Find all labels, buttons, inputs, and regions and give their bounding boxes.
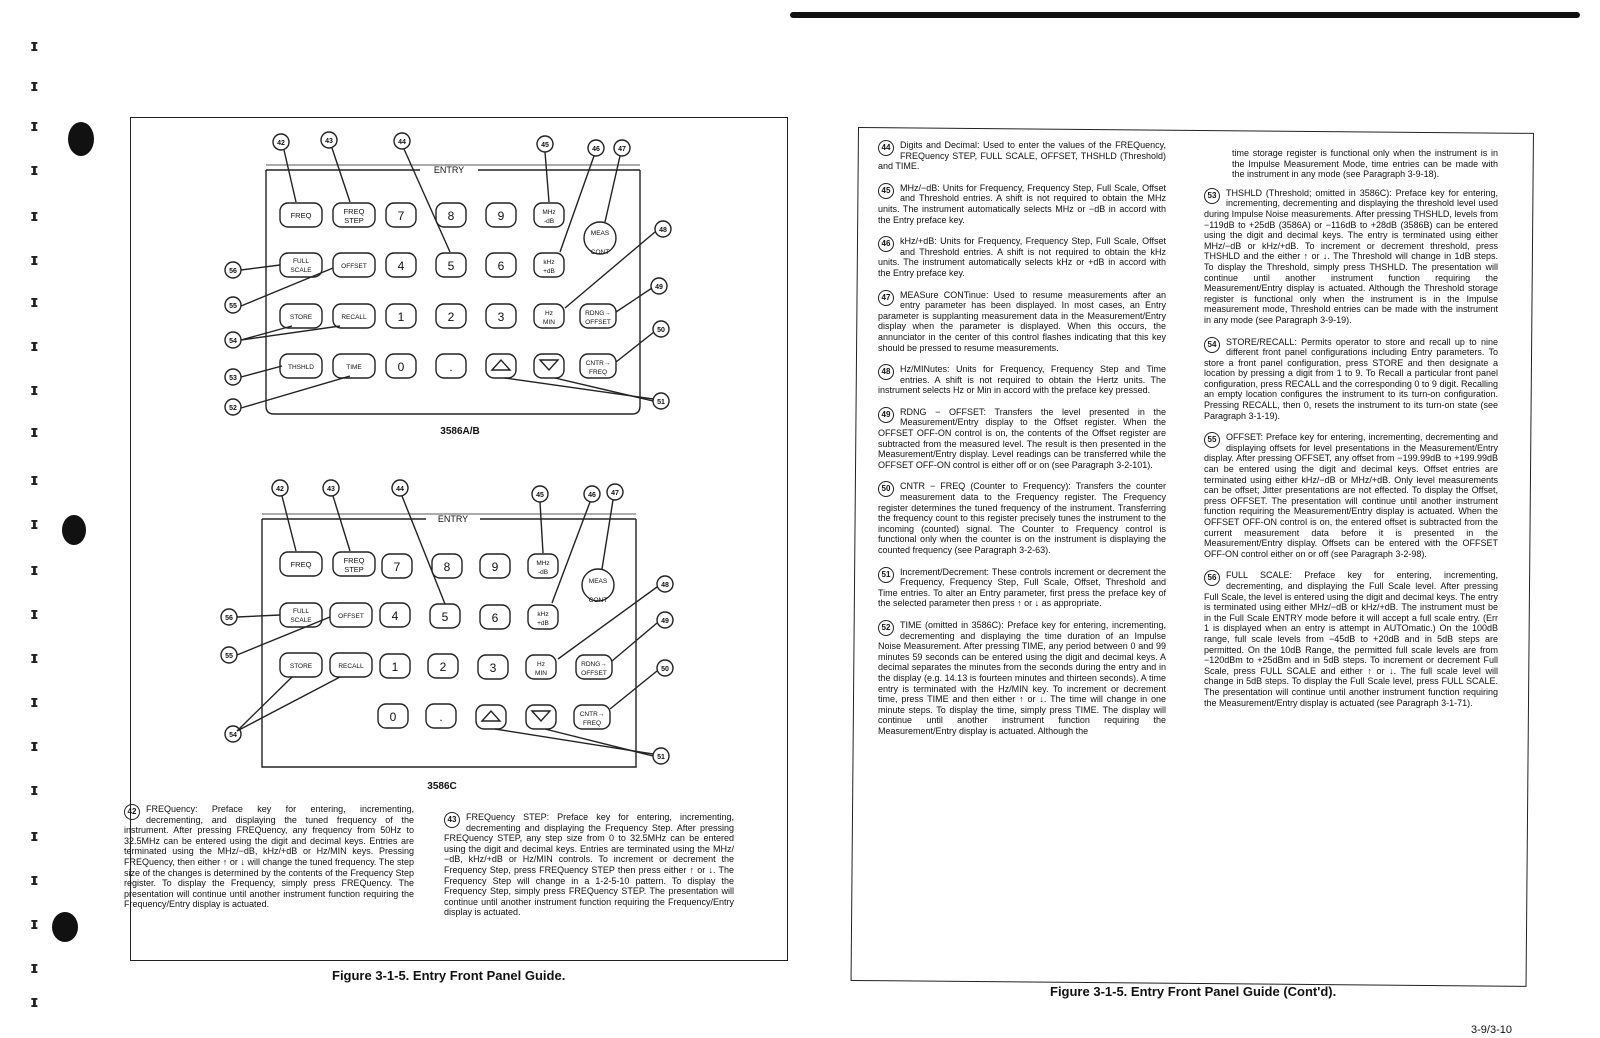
callout-number: 53	[1204, 188, 1220, 204]
description-text: FULL SCALE: Preface key for entering, incrementing, decrementing, and displaying the Full Scale level. After pressing Full Scale, the level is entered using the digit and decimal keys. The entry is terminated using either MHz/−dB or kHz/+dB. The instrument must be in the Full Scale ENTRY mode before it will accept a full scale entry. (Err 1 is displayed when an entry is attempt in AUTOmatic.) On the 100dB range, full scale levels from −45dB to +20dB and in 5dB steps are permitted. On the 10dB Range, the permitted full scale levels are from −120dBm to +25dBm and in 5dB steps. To increment or decrement Full Scale, press FULL SCALE and either ↑ or ↓. The full scale level will change in 5dB steps. To display the Full Scale level, press FULL SCALE. The presentation will continue until another instrument function requiring the Measurement/Entry display is actuated (see Paragraph 3-1-71).	[1204, 570, 1498, 708]
callout-number: 55	[1204, 432, 1220, 448]
description-56	[1204, 570, 1498, 708]
svg-text:44: 44	[398, 139, 406, 146]
binder-hole-middle	[62, 515, 86, 545]
description-text: TIME (omitted in 3586C): Preface key for entering, incrementing, decrementing and displaying the time duration of an Impulse Noise Measurement. After pressing TIME, any period between 0 and 99 minutes 59 seconds can be entered using the digit and decimal keys. A decimal separates the minutes from the seconds during the entry and in the display (e.g. 14.13 is fourteen minutes and thirteen seconds). A time entry is terminated with the Hz/MIN key. To increment or decrement time, press TIME and then either ↑ or ↓. The time will change in one minute steps. To display the time, simply press TIME. The display will continue until another instrument function requiring the Measurement/Entry display is actuated. Although the	[878, 619, 1166, 736]
svg-text:CNTR→: CNTR→	[579, 711, 605, 718]
svg-text:55: 55	[225, 653, 233, 660]
callout-number: 52	[878, 620, 894, 636]
svg-text:44: 44	[396, 486, 404, 493]
callout-number: 56	[1204, 570, 1220, 586]
svg-text:54: 54	[229, 732, 237, 739]
svg-text:42: 42	[277, 140, 285, 147]
svg-text:42: 42	[276, 486, 284, 493]
svg-text:OFFSET: OFFSET	[338, 613, 364, 620]
key-rdng-offset[interactable]: RDNG→	[585, 310, 611, 317]
binder-hole-bottom	[52, 912, 78, 942]
description-47	[878, 290, 1166, 354]
svg-text:46: 46	[592, 146, 600, 153]
svg-text:FREQ: FREQ	[588, 369, 608, 376]
entry-label: ENTRY	[433, 165, 465, 175]
svg-text:54: 54	[229, 338, 237, 345]
callout-number: 45	[878, 183, 894, 199]
callout-number: 51	[878, 567, 894, 583]
callout-number: 48	[878, 364, 894, 380]
key-2[interactable]: 2	[447, 310, 455, 324]
description-53	[1204, 188, 1498, 326]
svg-text:CONT: CONT	[590, 249, 610, 256]
svg-text:43: 43	[325, 138, 333, 145]
svg-text:8: 8	[443, 560, 451, 574]
key-1[interactable]: 1	[397, 310, 405, 324]
svg-text:50: 50	[657, 327, 665, 334]
description-text: Hz/MINutes: Units for Frequency, Frequency Step and Time entries. A shift is not required to obtain the Hertz units. The instrument selects Hz or Min in accord with the preface key pressed.	[878, 364, 1166, 396]
key-full-scale[interactable]: FULL	[293, 258, 309, 265]
svg-text:+dB: +dB	[537, 620, 549, 627]
svg-text:RDNG→: RDNG→	[581, 661, 607, 668]
figure-caption-right: Figure 3-1-5. Entry Front Panel Guide (Cont'd).	[1050, 984, 1337, 999]
description-text: CNTR − FREQ (Counter to Frequency): Transfers the counter measurement data to the Frequency register. The Frequency register determines the tuned frequency of the instrument. Transferring the frequency count to this register precisely tunes the instrument to the incoming (counted) signal. The Counter to Frequency control is functional only when the counter is on the instrument is displaying the counted frequency (see Paragraph 3-2-63).	[878, 481, 1166, 555]
svg-text:MIN: MIN	[543, 319, 555, 326]
svg-text:47: 47	[618, 146, 626, 153]
entry-label-3586c: ENTRY	[437, 514, 469, 524]
keypad-diagram-3586ab	[200, 128, 680, 443]
svg-text:51: 51	[657, 399, 665, 406]
svg-text:5: 5	[441, 610, 449, 624]
svg-text:2: 2	[439, 660, 447, 674]
callout-number: 54	[1204, 337, 1220, 353]
description-42: 42 FREQuency: Preface key for entering, incrementing, decrementing, and displaying the tuned frequency of the instrument. After pressing FREQuency, any frequency from 50Hz to 32.5MHz can be entered using the digit and decimal keys. Entries are terminated using the MHz/−dB, kHz/+dB or Hz/MIN keys. Pressing FREQuency, then either ↑ or ↓ will change the tuned frequency. The step size of the changes is determined by the contents of the Frequency Step register. To display the Frequency, simply press FREQuency. The presentation will continue until another instrument function requiring the Frequency/Entry display is actuated.	[124, 804, 414, 910]
svg-text:48: 48	[661, 582, 669, 589]
key-recall[interactable]: RECALL	[341, 314, 367, 321]
scan-top-edge	[790, 12, 1580, 18]
callout-number: 50	[878, 481, 894, 497]
svg-text:CONT: CONT	[588, 597, 608, 604]
keypad-diagram-3586c	[200, 477, 680, 792]
svg-text:6: 6	[491, 611, 499, 625]
svg-text:OFFSET: OFFSET	[581, 670, 607, 677]
page-number: 3-9/3-10	[1471, 1024, 1512, 1036]
svg-text:45: 45	[536, 492, 544, 499]
callout-number: 46	[878, 236, 894, 252]
description-text: OFFSET: Preface key for entering, incrementing, decrementing and displaying offsets for level presentations in the Measurement/Entry display. After pressing OFFSET, any offset from −199.99dB to +199.99dB can be entered using the digit and decimal keys. Offset entries are terminated using either kHz/−dB or MHz/+dB. Only level measurements can be offset; Jitter presentations are not effected. To display the Offset, press OFFSET. The presentation will continue until another instrument function requiring the Measurement/Entry display is actuated. When the OFFSET OFF-ON control is on, the entered offset is subtracted from the current measurement data before it is presented in the Measurement/Entry display. Offsets can be entered with the OFFSET OFF-ON control either on or off (see Paragraph 3-2-98).	[1204, 432, 1498, 559]
description-55	[1204, 432, 1498, 559]
svg-text:.: .	[439, 710, 443, 724]
description-51	[878, 567, 1166, 609]
svg-text:43: 43	[327, 486, 335, 493]
svg-text:FULL: FULL	[293, 608, 309, 615]
svg-text:Hz: Hz	[537, 661, 545, 668]
svg-text:kHz: kHz	[537, 611, 549, 618]
svg-text:55: 55	[229, 303, 237, 310]
svg-text:52: 52	[229, 405, 237, 412]
description-text: MEASure CONTinue: Used to resume measurements after an entry parameter has been displayed. In most cases, an Entry parameter is supplanting measurement data in the Measurement/Entry display when the parameter is displayed. When this occurs, the annunciator in the center of this control flashes indicating that this key should be pressed to resume measurements.	[878, 289, 1166, 353]
key-0[interactable]: 0	[397, 360, 405, 374]
svg-text:MIN: MIN	[535, 670, 547, 677]
description-text: THSHLD (Threshold; omitted in 3586C): Preface key for entering, incrementing, decrementing and displaying the threshold level used during Impulse Noise measurements. After pressing THSHLD, levels from −119dB to +25dB (3586A) or −116dB to +28dB (3586B) can be entered using the digit and decimal keys. The entry is terminated using either MHz/−dB or kHz/+dB. To increment or decrement threshold, press THSHLD and the either ↑ or ↓. The Threshold will change in 1dB steps. To display the Threshold, simply press THSHLD. The presentation will continue until another instrument function requiring the Measurement/Entry display is actuated. Although the Threshold storage register is functional only when the instrument is in the Impulse measurement mode, Threshold entries can be made with the instrument in any mode (see Paragraph 3-9-19).	[1204, 187, 1498, 325]
svg-text:SCALE: SCALE	[290, 617, 312, 624]
svg-text:1: 1	[391, 660, 399, 674]
model-label-3586c: 3586C	[427, 781, 457, 792]
callout-number: 44	[878, 140, 894, 156]
svg-text:3: 3	[489, 661, 497, 675]
key-khz[interactable]: kHz	[543, 259, 555, 266]
key-6[interactable]: 6	[497, 259, 505, 273]
description-45	[878, 183, 1166, 225]
key-decimal[interactable]: .	[449, 360, 453, 374]
key-meas-cont[interactable]: MEAS	[590, 230, 610, 237]
key-7[interactable]: 7	[397, 209, 405, 223]
description-text: Digits and Decimal: Used to enter the values of the FREQuency, FREQuency STEP, FULL SCALE, OFFSET, THSHLD (Threshold) and TIME.	[878, 140, 1166, 172]
svg-text:STORE: STORE	[289, 663, 313, 670]
key-time[interactable]: TIME	[346, 364, 362, 371]
key-3[interactable]: 3	[497, 310, 505, 324]
description-text: MHz/−dB: Units for Frequency, Frequency Step, Full Scale, Offset and Threshold entries. A shift is not required to obtain the MHz units. The instrument automatically selects MHz or −dB in accord with the Entry preface key.	[878, 182, 1166, 225]
key-9[interactable]: 9	[497, 209, 505, 223]
description-49	[878, 407, 1166, 471]
svg-text:53: 53	[229, 375, 237, 382]
svg-text:RECALL: RECALL	[338, 663, 364, 670]
key-4[interactable]: 4	[397, 259, 405, 273]
description-52	[878, 620, 1166, 737]
svg-text:47: 47	[611, 490, 619, 497]
svg-text:49: 49	[661, 618, 669, 625]
svg-text:SCALE: SCALE	[290, 267, 312, 274]
key-offset[interactable]: OFFSET	[341, 263, 367, 270]
description-54	[1204, 337, 1498, 422]
svg-text:46: 46	[588, 492, 596, 499]
description-48	[878, 364, 1166, 396]
svg-text:+dB: +dB	[543, 268, 555, 275]
figure-caption-left: Figure 3-1-5. Entry Front Panel Guide.	[332, 968, 566, 983]
description-text: RDNG − OFFSET: Transfers the level presented in the Measurement/Entry display to the Offset register. When the OFFSET OFF-ON control is on, the contents of the Offset register are subtracted from the measured level. The result is then presented in the Measurement/Entry display. Level readings can be transferred while the OFFSET OFF-ON control is either off or on (see Paragraph 3-2-101).	[878, 406, 1166, 470]
binder-hole-top	[68, 122, 94, 156]
description-text: kHz/+dB: Units for Frequency, Frequency Step, Full Scale, Offset and Threshold entries. A shift is not required to obtain the kHz units. The instrument automatically selects kHz or +dB in accord with the Entry preface key.	[878, 236, 1166, 278]
description-52-continued: time storage register is functional only when the instrument is in the Impulse Measurement Mode, time entries can be made with the instrument in any mode (see Paragraph 3-9-18).	[1232, 148, 1498, 180]
key-freq[interactable]: FREQ	[290, 211, 312, 220]
key-mhz[interactable]: MHz	[542, 209, 556, 216]
binder-edge-marks: ɪ ɪ ɪ ɪ ɪ ɪ ɪ ɪ ɪ ɪ ɪ ɪ ɪ ɪ ɪ ɪ ɪ ɪ ɪ ɪ ɪ ɪ ɪ	[30, 36, 39, 1011]
descriptions-column-1	[878, 140, 1166, 950]
svg-text:STEP: STEP	[344, 565, 364, 574]
svg-text:50: 50	[661, 666, 669, 673]
svg-text:MHz: MHz	[536, 560, 550, 567]
svg-text:-dB: -dB	[543, 218, 555, 225]
svg-text:MEAS: MEAS	[588, 578, 608, 585]
svg-text:STEP: STEP	[344, 216, 364, 225]
key-cntr-freq[interactable]: CNTR→	[585, 360, 611, 367]
model-label-3586ab: 3586A/B	[440, 426, 480, 437]
callout-number: 47	[878, 290, 894, 306]
svg-text:51: 51	[657, 754, 665, 761]
description-43: 43 FREQuency STEP: Preface key for entering, incrementing, decrementing and displaying the Frequency Step. After pressing FREQuency STEP, any step size from 0 to 32.5MHz can be entered using the digit and decimal keys. Entries are terminated using the MHz/−dB, kHz/+dB or Hz/MIN controls. To increment or decrement the Frequency Step, press FREQuency STEP then press either ↑ or ↓. The Frequency Step will change in a 1-2-5-10 pattern. To display the Frequency Step, simply press FREQuency STEP. The presentation will continue until another instrument function requiring the Frequency/Entry display is actuated.	[444, 812, 734, 918]
description-50	[878, 481, 1166, 555]
description-text: Increment/Decrement: These controls increment or decrement the Frequency, Frequency Step, Full Scale, Offset, Threshold and Time entries. To alter an Entry parameter, first press the preface key of the selected parameter then press ↑ or ↓ as appropriate.	[878, 566, 1166, 609]
description-text: STORE/RECALL: Permits operator to store and recall up to nine different front panel configurations including Entry parameters. To store a front panel configuration, press STORE and then designate a location by pressing a digit from 1 to 9. To Recall a particular front panel configuration, press RECALL and the corresponding 0 to 9 digit. Recalling an empty location configures the instrument to its turn-on configuration. Pressing RECALL, then 0, resets the instrument to its turn-on state (see Paragraph 3-1-19).	[1204, 336, 1498, 421]
svg-text:45: 45	[541, 142, 549, 149]
svg-text:9: 9	[491, 560, 499, 574]
key-thshld[interactable]: THSHLD	[287, 364, 315, 371]
descriptions-column-2	[1204, 148, 1498, 958]
svg-text:4: 4	[391, 609, 399, 623]
svg-text:FREQ: FREQ	[343, 556, 365, 565]
key-5[interactable]: 5	[447, 259, 455, 273]
svg-text:56: 56	[229, 268, 237, 275]
key-freq-step[interactable]: FREQ	[343, 207, 365, 216]
svg-text:56: 56	[225, 615, 233, 622]
key-hz-min[interactable]: Hz	[545, 310, 553, 317]
svg-text:FREQ: FREQ	[582, 720, 602, 727]
callout-number: 49	[878, 407, 894, 423]
svg-text:49: 49	[655, 284, 663, 291]
svg-text:-dB: -dB	[537, 569, 549, 576]
key-store[interactable]: STORE	[289, 314, 313, 321]
key-8[interactable]: 8	[447, 209, 455, 223]
svg-text:FREQ: FREQ	[290, 560, 312, 569]
description-44	[878, 140, 1166, 172]
svg-text:0: 0	[389, 710, 397, 724]
svg-text:48: 48	[659, 227, 667, 234]
svg-text:7: 7	[393, 560, 401, 574]
description-46	[878, 236, 1166, 278]
svg-text:OFFSET: OFFSET	[585, 319, 611, 326]
